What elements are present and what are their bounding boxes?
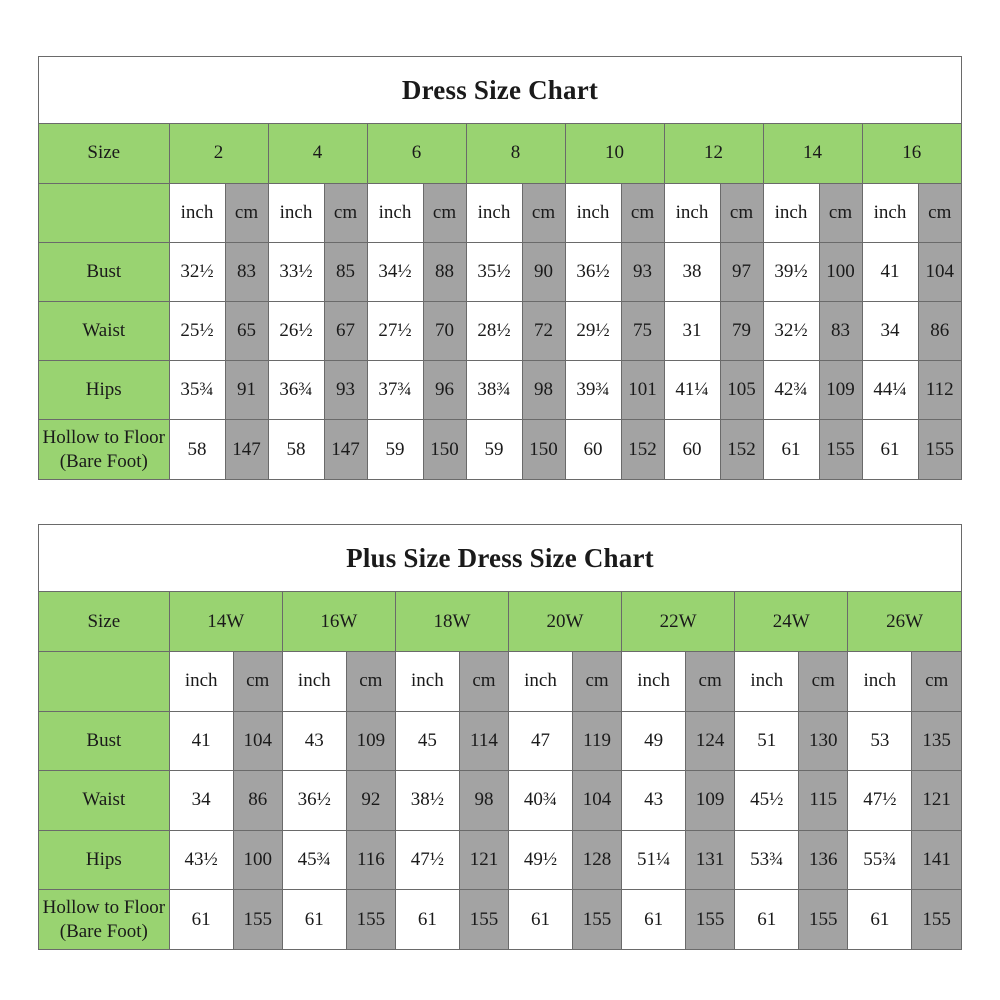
unit-cm: cm	[819, 183, 862, 242]
value-inch: 61	[508, 890, 572, 950]
unit-cm: cm	[459, 652, 508, 712]
value-cm: 136	[799, 830, 848, 890]
unit-cm: cm	[324, 183, 367, 242]
unit-inch: inch	[664, 183, 720, 242]
measurement-label: Hips	[39, 830, 169, 890]
unit-inch: inch	[169, 652, 233, 712]
value-inch: 61	[169, 890, 233, 950]
value-cm: 92	[346, 771, 395, 831]
unit-cm: cm	[621, 183, 664, 242]
value-cm: 90	[522, 242, 565, 301]
unit-inch: inch	[169, 183, 225, 242]
value-inch: 43½	[169, 830, 233, 890]
table-row	[39, 361, 961, 420]
unit-inch: inch	[395, 652, 459, 712]
value-cm: 155	[918, 420, 961, 479]
table-row	[39, 242, 961, 301]
value-cm: 86	[233, 771, 282, 831]
value-cm: 124	[686, 711, 735, 771]
dress-size-chart	[38, 56, 962, 480]
size-header: 10	[565, 124, 664, 183]
value-inch: 60	[664, 420, 720, 479]
value-inch: 61	[282, 890, 346, 950]
measurement-label: Waist	[39, 302, 169, 361]
value-cm: 86	[918, 302, 961, 361]
unit-inch: inch	[622, 652, 686, 712]
value-cm: 114	[459, 711, 508, 771]
unit-inch: inch	[508, 652, 572, 712]
value-cm: 155	[686, 890, 735, 950]
value-cm: 121	[459, 830, 508, 890]
size-header: 26W	[848, 592, 961, 652]
value-inch: 51¼	[622, 830, 686, 890]
unit-cm: cm	[686, 652, 735, 712]
value-inch: 35¾	[169, 361, 225, 420]
value-cm: 97	[720, 242, 763, 301]
value-inch: 47½	[395, 830, 459, 890]
value-cm: 147	[225, 420, 268, 479]
value-inch: 59	[466, 420, 522, 479]
measurement-label: Waist	[39, 771, 169, 831]
value-cm: 83	[819, 302, 862, 361]
value-inch: 37¾	[367, 361, 423, 420]
value-inch: 49½	[508, 830, 572, 890]
value-cm: 79	[720, 302, 763, 361]
value-cm: 109	[819, 361, 862, 420]
value-inch: 41	[862, 242, 918, 301]
size-header: 14	[763, 124, 862, 183]
value-inch: 26½	[268, 302, 324, 361]
value-inch: 38¾	[466, 361, 522, 420]
unit-row-label	[39, 652, 169, 712]
value-inch: 35½	[466, 242, 522, 301]
value-inch: 36¾	[268, 361, 324, 420]
size-header: 16	[862, 124, 961, 183]
unit-cm: cm	[522, 183, 565, 242]
value-inch: 25½	[169, 302, 225, 361]
size-header: 14W	[169, 592, 282, 652]
table-row	[39, 771, 961, 831]
table-row	[39, 830, 961, 890]
measurement-label: Hollow to Floor (Bare Foot)	[39, 890, 169, 950]
value-inch: 28½	[466, 302, 522, 361]
value-inch: 39½	[763, 242, 819, 301]
value-inch: 44¼	[862, 361, 918, 420]
table-row	[39, 711, 961, 771]
unit-row	[39, 652, 961, 712]
unit-row-label	[39, 183, 169, 242]
table-row	[39, 420, 961, 479]
unit-cm: cm	[912, 652, 961, 712]
unit-inch: inch	[735, 652, 799, 712]
size-label: Size	[39, 124, 169, 183]
value-inch: 27½	[367, 302, 423, 361]
value-inch: 32½	[763, 302, 819, 361]
value-cm: 109	[346, 711, 395, 771]
size-table	[39, 592, 961, 949]
size-header: 2	[169, 124, 268, 183]
unit-inch: inch	[763, 183, 819, 242]
value-inch: 36½	[565, 242, 621, 301]
value-inch: 53¾	[735, 830, 799, 890]
unit-inch: inch	[862, 183, 918, 242]
value-cm: 155	[799, 890, 848, 950]
value-inch: 42¾	[763, 361, 819, 420]
value-cm: 128	[573, 830, 622, 890]
chart-title: Dress Size Chart	[39, 57, 961, 124]
value-inch: 41¼	[664, 361, 720, 420]
value-inch: 41	[169, 711, 233, 771]
size-row	[39, 592, 961, 652]
measurement-label: Bust	[39, 711, 169, 771]
size-label: Size	[39, 592, 169, 652]
value-inch: 58	[268, 420, 324, 479]
value-inch: 45¾	[282, 830, 346, 890]
size-row	[39, 124, 961, 183]
value-cm: 91	[225, 361, 268, 420]
plus-size-dress-size-chart	[38, 524, 962, 950]
unit-cm: cm	[233, 652, 282, 712]
value-inch: 33½	[268, 242, 324, 301]
value-cm: 88	[423, 242, 466, 301]
value-inch: 38	[664, 242, 720, 301]
value-cm: 131	[686, 830, 735, 890]
size-header: 8	[466, 124, 565, 183]
value-cm: 119	[573, 711, 622, 771]
value-cm: 152	[621, 420, 664, 479]
unit-cm: cm	[799, 652, 848, 712]
unit-cm: cm	[918, 183, 961, 242]
value-cm: 101	[621, 361, 664, 420]
value-cm: 116	[346, 830, 395, 890]
chart-title: Plus Size Dress Size Chart	[39, 525, 961, 592]
measurement-label: Hips	[39, 361, 169, 420]
value-cm: 155	[819, 420, 862, 479]
value-inch: 47	[508, 711, 572, 771]
value-inch: 43	[282, 711, 346, 771]
value-cm: 100	[819, 242, 862, 301]
value-cm: 155	[346, 890, 395, 950]
table-row	[39, 890, 961, 950]
value-inch: 61	[848, 890, 912, 950]
value-cm: 109	[686, 771, 735, 831]
value-cm: 100	[233, 830, 282, 890]
unit-inch: inch	[367, 183, 423, 242]
value-cm: 104	[233, 711, 282, 771]
size-header: 4	[268, 124, 367, 183]
value-cm: 155	[233, 890, 282, 950]
size-header: 24W	[735, 592, 848, 652]
size-header: 20W	[508, 592, 621, 652]
value-cm: 135	[912, 711, 961, 771]
value-inch: 49	[622, 711, 686, 771]
value-inch: 47½	[848, 771, 912, 831]
value-cm: 152	[720, 420, 763, 479]
unit-cm: cm	[423, 183, 466, 242]
value-inch: 59	[367, 420, 423, 479]
value-cm: 121	[912, 771, 961, 831]
table-row	[39, 302, 961, 361]
value-cm: 150	[423, 420, 466, 479]
unit-inch: inch	[565, 183, 621, 242]
value-cm: 67	[324, 302, 367, 361]
value-cm: 83	[225, 242, 268, 301]
value-cm: 155	[573, 890, 622, 950]
unit-cm: cm	[346, 652, 395, 712]
value-inch: 60	[565, 420, 621, 479]
value-cm: 98	[459, 771, 508, 831]
value-inch: 61	[735, 890, 799, 950]
value-cm: 104	[918, 242, 961, 301]
unit-cm: cm	[720, 183, 763, 242]
value-cm: 75	[621, 302, 664, 361]
unit-inch: inch	[282, 652, 346, 712]
value-cm: 115	[799, 771, 848, 831]
value-inch: 53	[848, 711, 912, 771]
value-inch: 34½	[367, 242, 423, 301]
value-cm: 93	[621, 242, 664, 301]
value-cm: 105	[720, 361, 763, 420]
size-header: 12	[664, 124, 763, 183]
value-inch: 31	[664, 302, 720, 361]
value-inch: 32½	[169, 242, 225, 301]
value-inch: 61	[395, 890, 459, 950]
value-cm: 141	[912, 830, 961, 890]
value-inch: 40¾	[508, 771, 572, 831]
size-header: 22W	[622, 592, 735, 652]
value-inch: 34	[862, 302, 918, 361]
unit-inch: inch	[848, 652, 912, 712]
value-inch: 61	[763, 420, 819, 479]
value-cm: 72	[522, 302, 565, 361]
unit-inch: inch	[268, 183, 324, 242]
size-header: 16W	[282, 592, 395, 652]
value-cm: 147	[324, 420, 367, 479]
value-cm: 96	[423, 361, 466, 420]
value-inch: 55¾	[848, 830, 912, 890]
unit-inch: inch	[466, 183, 522, 242]
size-header: 6	[367, 124, 466, 183]
value-inch: 58	[169, 420, 225, 479]
value-inch: 45	[395, 711, 459, 771]
value-inch: 29½	[565, 302, 621, 361]
value-inch: 36½	[282, 771, 346, 831]
value-inch: 39¾	[565, 361, 621, 420]
value-inch: 51	[735, 711, 799, 771]
value-cm: 85	[324, 242, 367, 301]
value-cm: 112	[918, 361, 961, 420]
value-inch: 43	[622, 771, 686, 831]
value-cm: 70	[423, 302, 466, 361]
value-cm: 130	[799, 711, 848, 771]
value-cm: 93	[324, 361, 367, 420]
value-cm: 150	[522, 420, 565, 479]
unit-cm: cm	[573, 652, 622, 712]
size-header: 18W	[395, 592, 508, 652]
value-cm: 155	[912, 890, 961, 950]
value-cm: 65	[225, 302, 268, 361]
measurement-label: Bust	[39, 242, 169, 301]
unit-cm: cm	[225, 183, 268, 242]
value-inch: 34	[169, 771, 233, 831]
value-cm: 155	[459, 890, 508, 950]
value-cm: 104	[573, 771, 622, 831]
value-inch: 61	[622, 890, 686, 950]
value-inch: 61	[862, 420, 918, 479]
unit-row	[39, 183, 961, 242]
measurement-label: Hollow to Floor (Bare Foot)	[39, 420, 169, 479]
value-cm: 98	[522, 361, 565, 420]
size-table	[39, 124, 961, 479]
value-inch: 38½	[395, 771, 459, 831]
value-inch: 45½	[735, 771, 799, 831]
